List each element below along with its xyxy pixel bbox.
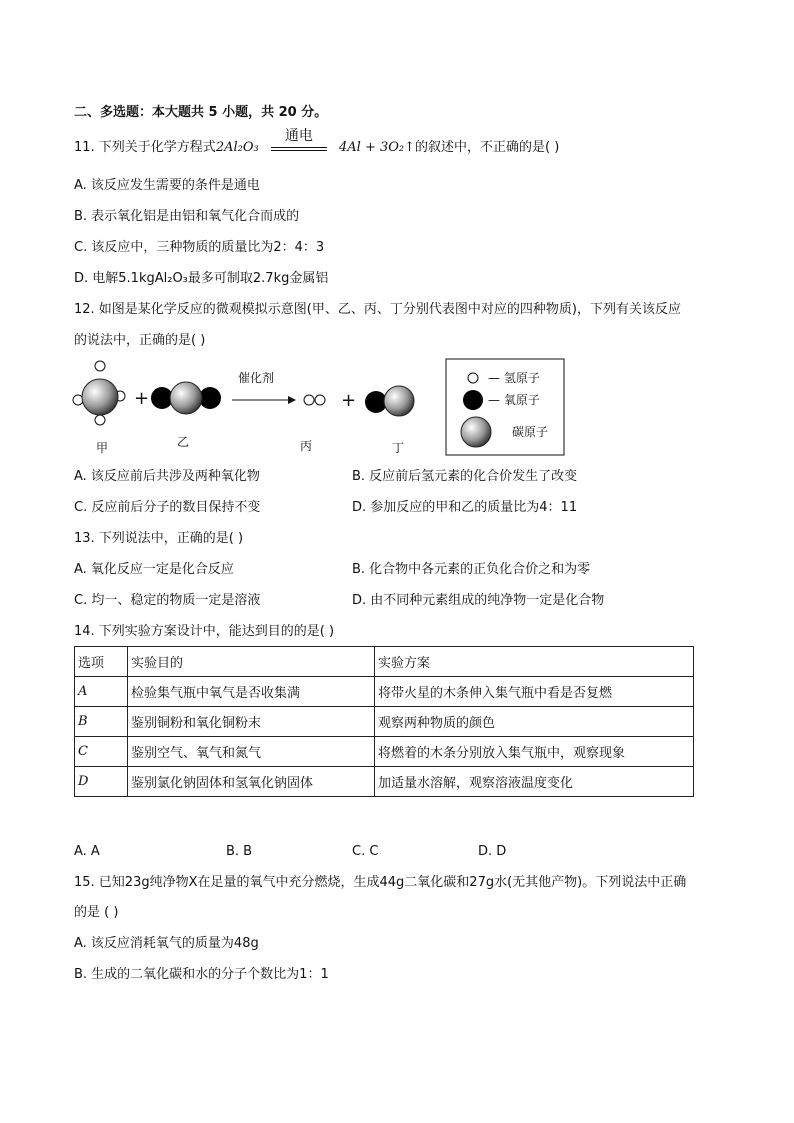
q13-option-b: B. 化合物中各元素的正负化合价之和为零 [352, 562, 591, 577]
table-cell: 鉴别空气、氧气和氮气 [128, 737, 375, 767]
q11-condition: 通电 [271, 139, 327, 151]
table-cell: 观察两种物质的颜色 [375, 707, 694, 737]
q13-option-d: D. 由不同种元素组成的纯净物一定是化合物 [352, 593, 605, 608]
svg-text:+: + [341, 390, 357, 411]
label-jia: 甲 [96, 441, 109, 455]
molecule-jia [73, 361, 125, 425]
table-row [75, 767, 694, 797]
q13-option-c: C. 均一、稳定的物质一定是溶液 [74, 593, 261, 608]
q12-option-c: C. 反应前后分子的数目保持不变 [74, 500, 261, 515]
experiment-table [74, 646, 694, 797]
table-header-cell: 实验方案 [375, 647, 694, 677]
table-cell: B [75, 707, 128, 737]
q11-prefix: 11. 下列关于化学方程式 [74, 140, 216, 155]
q14-option-a: A. A [74, 844, 100, 859]
q13-option-a: A. 氧化反应一定是化合反应 [74, 562, 234, 577]
legend-oxygen: — 氧原子 [488, 393, 540, 407]
catalyst-label: 催化剂 [238, 371, 275, 385]
q15-option-a: A. 该反应消耗氧气的质量为48g [74, 936, 259, 951]
q11-products: 4Al + 3O₂↑ [339, 140, 416, 155]
question-13-stem: 13. 下列说法中，正确的是( ) [74, 531, 244, 546]
q15-option-b: B. 生成的二氧化碳和水的分子个数比为1：1 [74, 967, 329, 982]
table-row [75, 677, 694, 707]
section-heading: 二、多选题：本大题共 5 小题，共 20 分。 [74, 105, 328, 120]
reaction-diagram [60, 352, 580, 462]
q11-suffix: 的叙述中，不正确的是( ) [415, 140, 560, 155]
table-cell: 检验集气瓶中氧气是否收集满 [128, 677, 375, 707]
question-12-stem-line2: 的说法中，正确的是( ) [74, 333, 206, 348]
table-cell: C [75, 737, 128, 767]
table-row [75, 737, 694, 767]
question-11-stem [74, 128, 560, 157]
legend-carbon: 碳原子 [512, 425, 549, 439]
table-cell: 将带火星的木条伸入集气瓶中看是否复燃 [375, 677, 694, 707]
q11-reactant: 2Al₂O₃ [215, 140, 259, 155]
table-header-cell: 实验目的 [128, 647, 375, 677]
reaction-arrow [232, 370, 296, 404]
q14-option-b: B. B [226, 844, 253, 859]
svg-text:+: + [134, 388, 150, 409]
q12-option-a: A. 该反应前后共涉及两种氧化物 [74, 469, 260, 484]
table-cell: 鉴别氯化钠固体和氢氧化钠固体 [128, 767, 375, 797]
q11-option-b: B. 表示氧化铝是由铝和氧气化合而成的 [74, 209, 300, 224]
legend-box [446, 359, 564, 455]
molecule-bing [304, 395, 325, 405]
q14-option-c: C. C [352, 844, 379, 859]
question-12-stem-line1: 12. 如图是某化学反应的微观模拟示意图(甲、乙、丙、丁分别代表图中对应的四种物质)，下列有关该反应 [74, 302, 681, 317]
table-cell: 将燃着的木条分别放入集气瓶中，观察现象 [375, 737, 694, 767]
table-header-cell: 选项 [75, 647, 128, 677]
label-bing: 丙 [300, 439, 313, 453]
label-ding: 丁 [392, 441, 405, 455]
question-14-stem: 14. 下列实验方案设计中，能达到目的的是( ) [74, 624, 335, 639]
table-cell: 鉴别铜粉和氧化铜粉末 [128, 707, 375, 737]
q12-option-d: D. 参加反应的甲和乙的质量比为4：11 [352, 500, 578, 515]
table-header-row [75, 647, 694, 677]
table-cell: 加适量水溶解，观察溶液温度变化 [375, 767, 694, 797]
question-15-stem-line1: 15. 已知23g纯净物X在足量的氧气中充分燃烧，生成44g二氧化碳和27g水(无其他产物)。下列说法中正确 [74, 875, 687, 890]
table-row [75, 707, 694, 737]
q14-option-d: D. D [478, 844, 507, 859]
q11-option-c: C. 该反应中，三种物质的质量比为2：4：3 [74, 240, 325, 255]
question-15-stem-line2: 的是 ( ) [74, 905, 119, 920]
label-yi: 乙 [177, 435, 190, 449]
table-cell: D [75, 767, 128, 797]
table-cell: A [75, 677, 128, 707]
molecule-ding [365, 386, 414, 416]
legend-hydrogen: — 氢原子 [488, 371, 540, 385]
molecule-yi [151, 382, 221, 414]
q12-option-b: B. 反应前后氢元素的化合价发生了改变 [352, 469, 578, 484]
q11-option-a: A. 该反应发生需要的条件是通电 [74, 178, 260, 193]
q11-option-d: D. 电解5.1kgAl₂O₃最多可制取2.7kg金属铝 [74, 271, 329, 286]
